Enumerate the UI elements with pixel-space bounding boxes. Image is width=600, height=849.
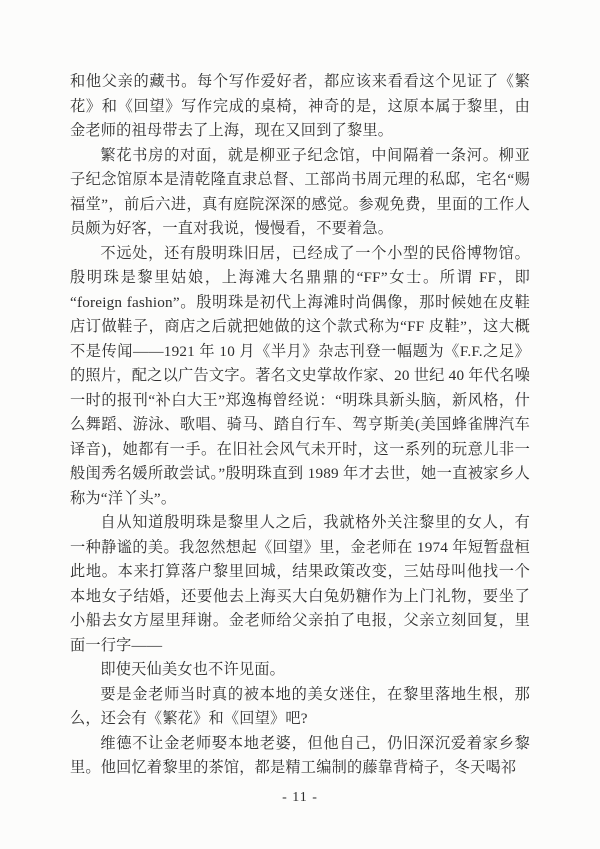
- page-number: - 11 -: [282, 789, 318, 805]
- paragraph: 要是金老师当时真的被本地的美女迷住，在黎里落地生根，那么，还会有《繁花》和《回望》吧?: [70, 685, 530, 727]
- paragraph: 繁花书房的对面，就是柳亚子纪念馆，中间隔着一条河。柳亚子纪念馆原本是清乾隆直隶总督、工部尚书周元理的私邸，宅名“赐福堂”，前后六进，真有庭院深深的感觉。参观免费，里面的工作人员颇为好客，一直对我说，慢慢看，不要着急。: [70, 146, 530, 237]
- paragraph: 自从知道殷明珠是黎里人之后，我就格外关注黎里的女人，有一种静谧的美。我忽然想起《回望》里，金老师在 1974 年短暂盘桓此地。本来打算落户黎里回城，结果政策改变，三姑母叫他找一个本地女子结婚，还要他去上海买大白兔奶糖作为上门礼物，要坐了小船去女方屋里拜谢。金老师给父亲拍了电报，父亲立刻回复，里面一行字——: [70, 514, 530, 654]
- paragraph: 不远处，还有殷明珠旧居，已经成了一个小型的民俗博物馆。殷明珠是黎里姑娘，上海滩大名鼎鼎的“FF”女士。所谓 FF，即“foreign fashion”。殷明珠是初代上海滩时尚偶像，那时候她在皮鞋店订做鞋子，商店之后就把她做的这个款式称为“FF 皮鞋”，这大概不是传闻——1921 年 10 月《半月》杂志刊登一幅题为《F.F.之足》的照片，配之以广告文字。著名文史掌故作家、20 世纪 40 年代名噪一时的报刊“补白大王”郑逸梅曾经说：“明珠具新头脑，新风格，什么舞蹈、游泳、歌唱、骑马、踏自行车、驾亨斯美(美国蜂雀牌汽车译音)，她都有一手。在旧社会风气未开时，这一系列的玩意儿非一般闺秀名媛所敢尝试。”殷明珠直到 1989 年才去世，她一直被家乡人称为“洋丫头”。: [70, 244, 530, 507]
- paragraph: 即使天仙美女也不许见面。: [100, 661, 286, 678]
- paragraph: 维德不让金老师娶本地老婆，但他自己，仍旧深沉爱着家乡黎里。他回忆着黎里的茶馆，都是精工编制的藤靠背椅子，冬天喝祁: [70, 734, 530, 776]
- paragraph: 和他父亲的藏书。每个写作爱好者，都应该来看看这个见证了《繁花》和《回望》写作完成的桌椅，神奇的是，这原本属于黎里，由金老师的祖母带去了上海，现在又回到了黎里。: [70, 73, 530, 139]
